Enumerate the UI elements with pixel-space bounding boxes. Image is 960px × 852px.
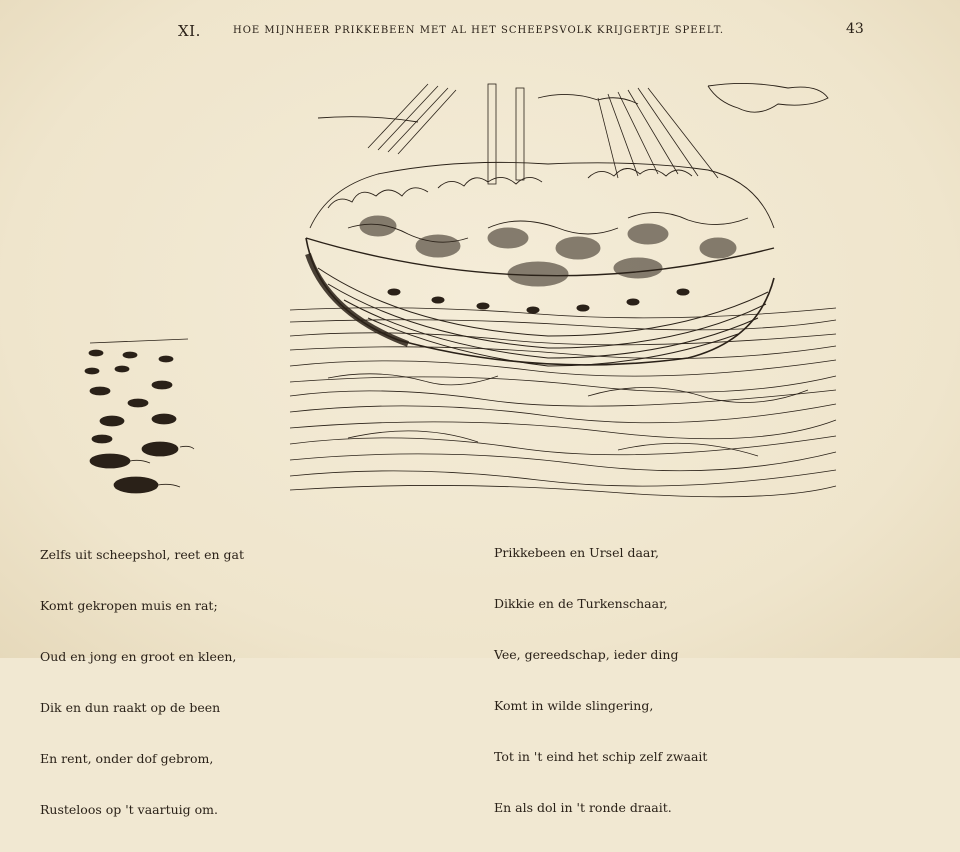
verse-line: Dikkie en de Turkenschaar,: [494, 596, 668, 611]
portholes: [388, 289, 689, 313]
verse-line: Komt in wilde slingering,: [494, 698, 654, 713]
verse-line: Dik en dun raakt op de been: [40, 700, 221, 715]
chapter-title: HOE MIJNHEER PRIKKEBEEN MET AL HET SCHEEPSVOLK KRIJGERTJE SPEELT.: [233, 25, 725, 36]
rats-illustration: [70, 335, 195, 505]
masts-rigging: [368, 84, 718, 184]
verse-line: Oud en jong en groot en kleen,: [40, 649, 237, 664]
verse-left: [40, 512, 244, 852]
verse-line: En rent, onder dof gebrom,: [40, 751, 214, 766]
verse-line: Tot in 't eind het schip zelf zwaait: [494, 749, 708, 764]
chapter-number: XI.: [178, 22, 201, 40]
verse-line: Vee, gereedschap, ieder ding: [494, 647, 679, 662]
verse-right: [494, 510, 707, 850]
verse-line: En als dol in 't ronde draait.: [494, 800, 672, 815]
running-figures: [360, 216, 736, 286]
verse-line: Komt gekropen muis en rat;: [40, 598, 218, 613]
verse-line: Zelfs uit scheepshol, reet en gat: [40, 547, 245, 562]
clouds: [318, 83, 828, 122]
page-number: 43: [846, 21, 864, 37]
verse-line: Rusteloos op 't vaartuig om.: [40, 802, 219, 817]
ship-illustration: [288, 78, 838, 498]
verse-line: Prikkebeen en Ursel daar,: [494, 545, 659, 560]
